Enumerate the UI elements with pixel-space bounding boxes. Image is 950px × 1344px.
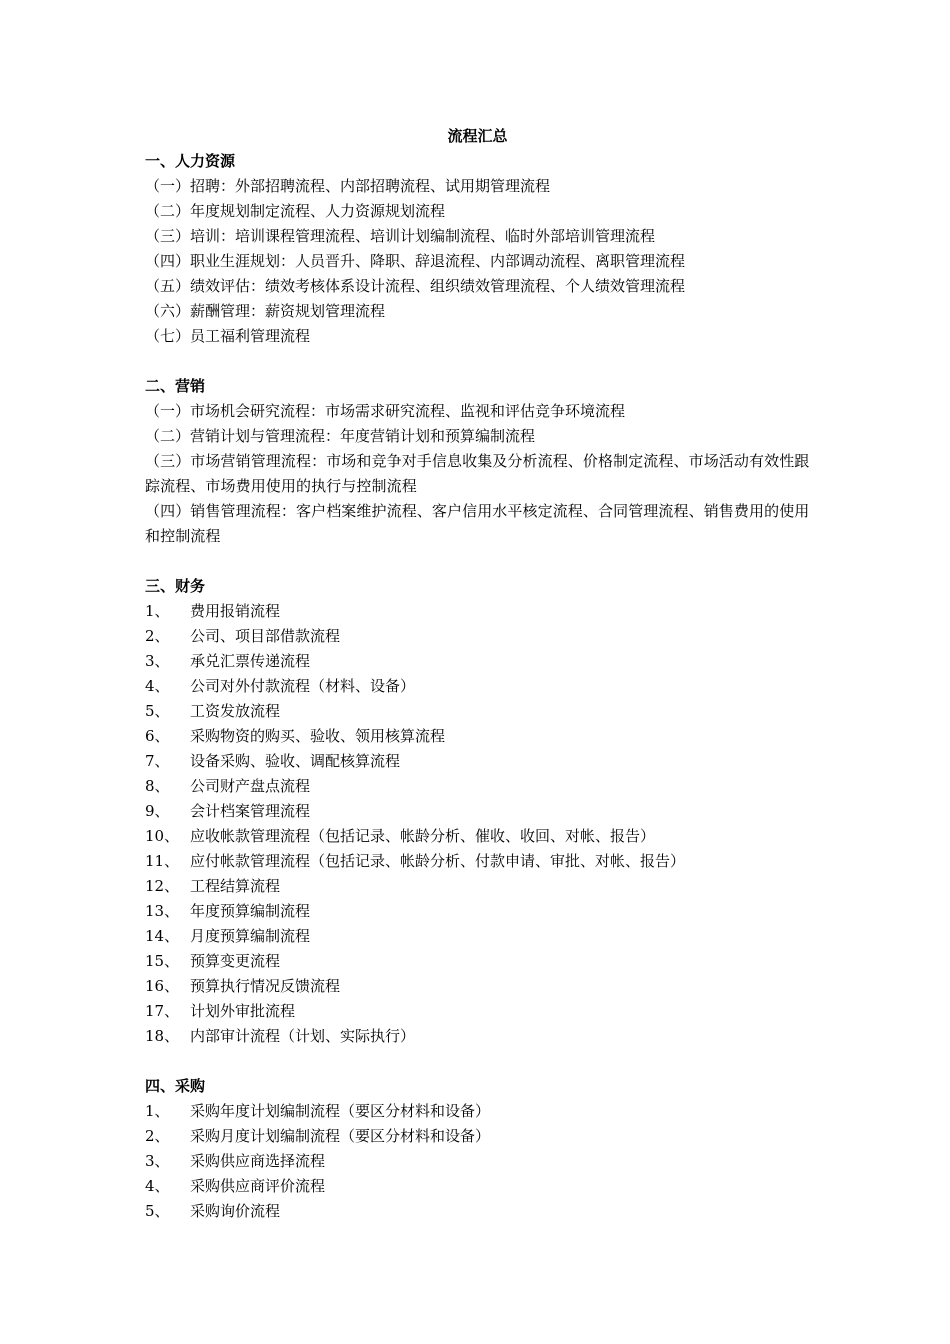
item-number: 15、	[145, 952, 180, 970]
item-number: 12、	[145, 877, 180, 895]
list-item	[145, 674, 810, 699]
item-number: 11、	[145, 852, 180, 870]
item-text: 采购年度计划编制流程（要区分材料和设备）	[190, 1102, 491, 1120]
list-item	[145, 774, 810, 799]
item-number: 4、	[145, 1177, 170, 1195]
list-item: （二）营销计划与管理流程：年度营销计划和预算编制流程	[145, 427, 536, 445]
list-item	[145, 799, 810, 824]
item-number: 1、	[145, 602, 170, 620]
list-item	[145, 699, 810, 724]
document-title: 流程汇总	[447, 127, 508, 145]
list-item: （七）员工福利管理流程	[145, 327, 311, 345]
item-number: 16、	[145, 977, 180, 995]
section-heading-marketing: 二、营销	[145, 377, 206, 395]
item-text: 内部审计流程（计划、实际执行）	[190, 1027, 416, 1045]
item-number: 8、	[145, 777, 170, 795]
item-text: 费用报销流程	[190, 602, 281, 620]
list-item	[145, 899, 810, 924]
item-number: 17、	[145, 1002, 180, 1020]
item-text: 采购供应商评价流程	[190, 1177, 326, 1195]
item-number: 5、	[145, 702, 170, 720]
item-number: 6、	[145, 727, 170, 745]
list-item: （四）职业生涯规划：人员晋升、降职、辞退流程、内部调动流程、离职管理流程	[145, 252, 686, 270]
item-text: 应收帐款管理流程（包括记录、帐龄分析、催收、收回、对帐、报告）	[190, 827, 656, 845]
list-item	[145, 949, 810, 974]
list-item	[145, 1099, 810, 1124]
item-text: 采购询价流程	[190, 1202, 281, 1220]
item-number: 9、	[145, 802, 170, 820]
item-text: 应付帐款管理流程（包括记录、帐龄分析、付款申请、审批、对帐、报告）	[190, 852, 686, 870]
list-item	[145, 1124, 810, 1149]
item-text: 设备采购、验收、调配核算流程	[190, 752, 401, 770]
section-heading-finance: 三、财务	[145, 577, 206, 595]
list-item	[145, 1149, 810, 1174]
list-item: （二）年度规划制定流程、人力资源规划流程	[145, 202, 446, 220]
item-text: 会计档案管理流程	[190, 802, 311, 820]
item-text: 月度预算编制流程	[190, 927, 311, 945]
section-heading-procurement: 四、采购	[145, 1077, 206, 1095]
list-item: （三）市场营销管理流程：市场和竞争对手信息收集及分析流程、价格制定流程、市场活动有效性跟踪流程、市场费用使用的执行与控制流程	[145, 452, 810, 495]
item-number: 7、	[145, 752, 170, 770]
list-item: （六）薪酬管理：薪资规划管理流程	[145, 302, 386, 320]
document-page	[145, 124, 810, 1224]
list-item: （四）销售管理流程：客户档案维护流程、客户信用水平核定流程、合同管理流程、销售费用的使用和控制流程	[145, 502, 810, 545]
list-item	[145, 999, 810, 1024]
item-number: 14、	[145, 927, 180, 945]
list-item	[145, 924, 810, 949]
list-item: （五）绩效评估：绩效考核体系设计流程、组织绩效管理流程、个人绩效管理流程	[145, 277, 686, 295]
item-text: 预算变更流程	[190, 952, 281, 970]
spacer	[145, 349, 810, 374]
item-number: 10、	[145, 827, 180, 845]
item-number: 2、	[145, 627, 170, 645]
list-item	[145, 1174, 810, 1199]
list-item	[145, 724, 810, 749]
list-item: （一）招聘：外部招聘流程、内部招聘流程、试用期管理流程	[145, 177, 551, 195]
list-item	[145, 624, 810, 649]
list-item	[145, 749, 810, 774]
item-number: 13、	[145, 902, 180, 920]
item-text: 公司对外付款流程（材料、设备）	[190, 677, 416, 695]
item-text: 公司、项目部借款流程	[190, 627, 341, 645]
item-text: 工资发放流程	[190, 702, 281, 720]
section-heading-hr: 一、人力资源	[145, 152, 236, 170]
item-text: 工程结算流程	[190, 877, 281, 895]
item-number: 18、	[145, 1027, 180, 1045]
list-item	[145, 1199, 810, 1224]
list-item	[145, 1024, 810, 1049]
item-text: 预算执行情况反馈流程	[190, 977, 341, 995]
item-text: 公司财产盘点流程	[190, 777, 311, 795]
spacer	[145, 549, 810, 574]
list-item	[145, 599, 810, 624]
item-number: 3、	[145, 652, 170, 670]
item-text: 采购月度计划编制流程（要区分材料和设备）	[190, 1127, 491, 1145]
item-number: 4、	[145, 677, 170, 695]
item-number: 3、	[145, 1152, 170, 1170]
list-item: （一）市场机会研究流程：市场需求研究流程、监视和评估竞争环境流程	[145, 402, 626, 420]
item-number: 1、	[145, 1102, 170, 1120]
list-item	[145, 849, 810, 874]
item-text: 采购供应商选择流程	[190, 1152, 326, 1170]
list-item	[145, 974, 810, 999]
spacer	[145, 1049, 810, 1074]
item-text: 承兑汇票传递流程	[190, 652, 311, 670]
item-number: 2、	[145, 1127, 170, 1145]
item-text: 采购物资的购买、验收、领用核算流程	[190, 727, 446, 745]
item-number: 5、	[145, 1202, 170, 1220]
list-item	[145, 824, 810, 849]
item-text: 计划外审批流程	[190, 1002, 296, 1020]
item-text: 年度预算编制流程	[190, 902, 311, 920]
list-item	[145, 874, 810, 899]
list-item: （三）培训：培训课程管理流程、培训计划编制流程、临时外部培训管理流程	[145, 227, 656, 245]
list-item	[145, 649, 810, 674]
